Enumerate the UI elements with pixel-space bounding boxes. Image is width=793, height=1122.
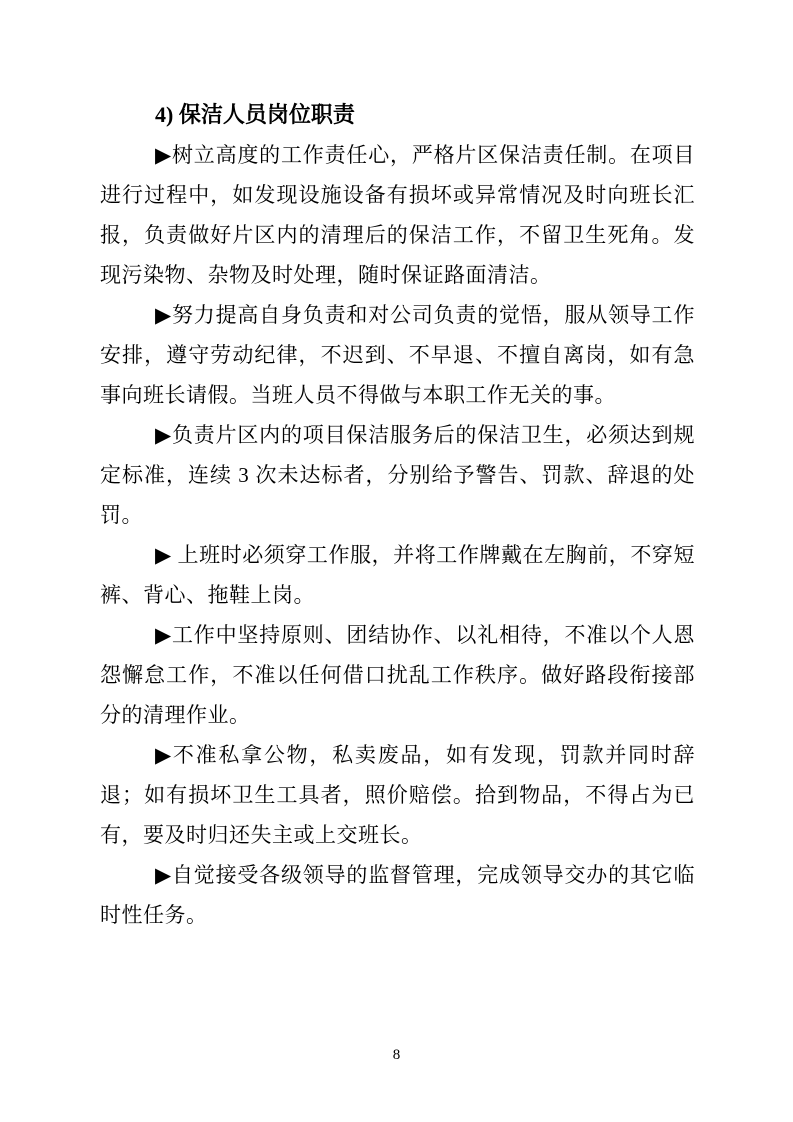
paragraph-duty-1: ▶树立高度的工作责任心，严格片区保洁责任制。在项目进行过程中，如发现设施设备有损坏或异常情况及时向班长汇报，负责做好片区内的清理后的保洁工作，不留卫生死角。发现污染物、杂物及时处理，随时保证路面清洁。	[100, 143, 695, 287]
document-content	[100, 95, 695, 935]
paragraph-duty-2: ▶努力提高自身负责和对公司负责的觉悟，服从领导工作安排，遵守劳动纪律，不迟到、不早退、不擅自离岗，如有急事向班长请假。当班人员不得做与本职工作无关的事。	[100, 303, 695, 407]
paragraph-duty-6: ▶不准私拿公物，私卖废品，如有发现，罚款并同时辞退；如有损坏卫生工具者，照价赔偿。拾到物品，不得占为已有，要及时归还失主或上交班长。	[100, 743, 695, 847]
paragraph-duty-3: ▶负责片区内的项目保洁服务后的保洁卫生，必须达到规定标准，连续 3 次未达标者，分别给予警告、罚款、辞退的处罚。	[100, 423, 695, 527]
section-title: 4) 保洁人员岗位职责	[155, 102, 355, 127]
page-number: 8	[392, 1047, 401, 1063]
paragraph-duty-4: ▶ 上班时必须穿工作服，并将工作牌戴在左胸前，不穿短裤、背心、拖鞋上岗。	[100, 543, 695, 607]
paragraph-duty-7: ▶自觉接受各级领导的监督管理，完成领导交办的其它临时性任务。	[100, 863, 695, 927]
paragraph-duty-5: ▶工作中坚持原则、团结协作、以礼相待，不准以个人恩怨懈怠工作，不准以任何借口扰乱工作秩序。做好路段衔接部分的清理作业。	[100, 623, 695, 727]
